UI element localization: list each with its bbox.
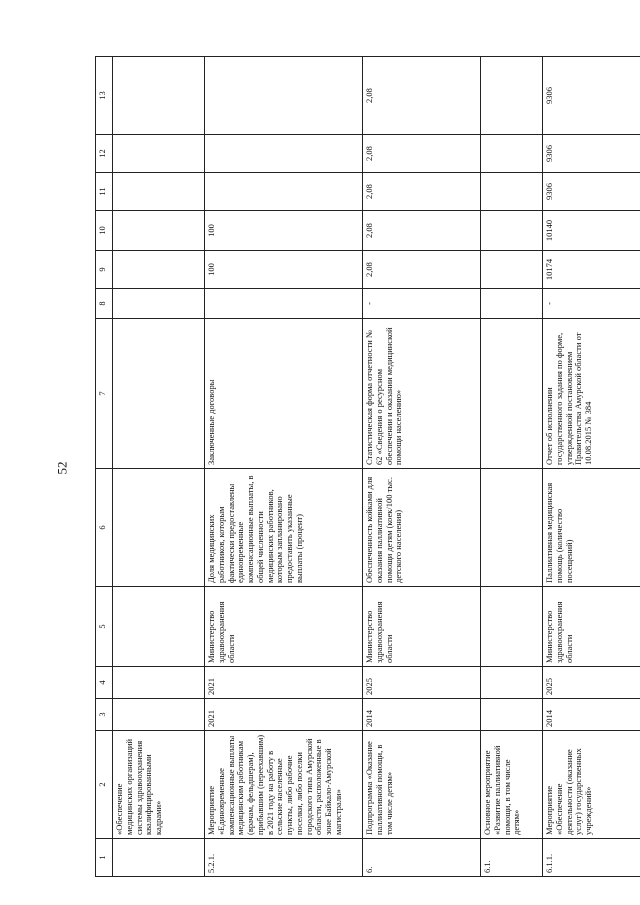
table-cell: 10174 [543, 251, 640, 289]
table-cell: Статистическая форма отчетности № 62 «Сведения о ресурсном обеспечении и оказании медицинской помощи населению» [363, 319, 481, 469]
table-cell [481, 469, 543, 587]
table-cell [481, 173, 543, 211]
table-cell [481, 57, 543, 135]
table-cell [481, 699, 543, 731]
column-header: 7 [96, 319, 113, 469]
table-cell [113, 839, 205, 877]
table-cell [205, 289, 363, 319]
table-cell [113, 57, 205, 135]
table-cell: 2,08 [363, 211, 481, 251]
table-cell: 2021 [205, 667, 363, 699]
table-row [481, 57, 543, 877]
column-header: 11 [96, 173, 113, 211]
column-header: 3 [96, 699, 113, 731]
header-row [96, 57, 113, 877]
table-cell: Мероприятие «Обеспечение деятельности (оказание услуг) государственных учреждений» [543, 731, 640, 839]
table-cell: Министерство здравоохранения области [543, 587, 640, 667]
column-header: 8 [96, 289, 113, 319]
table-cell: 9306 [543, 173, 640, 211]
column-header: 13 [96, 57, 113, 135]
column-header: 2 [96, 731, 113, 839]
table-row [205, 57, 363, 877]
column-header: 5 [96, 587, 113, 667]
table-cell [205, 173, 363, 211]
column-header: 12 [96, 135, 113, 173]
table-cell: 2,08 [363, 135, 481, 173]
table-cell: 2014 [363, 699, 481, 731]
table-cell [113, 587, 205, 667]
table-cell: Основное мероприятие «Развитие паллиативной помощи, в том числе детям» [481, 731, 543, 839]
table-cell: 2021 [205, 699, 363, 731]
table-cell [481, 211, 543, 251]
table-cell: 10140 [543, 211, 640, 251]
table-cell: 2025 [363, 667, 481, 699]
table-cell [113, 211, 205, 251]
table-cell [481, 319, 543, 469]
table-cell: Министерство здравоохранения области [363, 587, 481, 667]
table-cell [113, 135, 205, 173]
table-cell [481, 289, 543, 319]
table-cell [481, 251, 543, 289]
table-cell: 2,08 [363, 251, 481, 289]
table-row [543, 57, 640, 877]
table-cell [113, 699, 205, 731]
table-cell [113, 289, 205, 319]
table-cell [205, 135, 363, 173]
table-cell [113, 667, 205, 699]
table-cell: 2,08 [363, 57, 481, 135]
table-cell: Доля медицинских работников, которым фактически предоставлены единовременные компенсационные выплаты, в общей численности медицинских работников, которым запланировано предоставить указанные выплаты (процент) [205, 469, 363, 587]
table-cell: Паллиативная медицинская помощь (количество посещений) [543, 469, 640, 587]
table-cell: Мероприятие «Единовременные компенсационные выплаты медицинским работникам (врачам, фельдшерам), прибывшим (переехавшим) в 2021 году на работу в сельские населенные пункты, либо рабочие поселки, либо поселки городского типа Амурской области, расположенные в зоне Байкало-Амурской магистрали» [205, 731, 363, 839]
column-header: 1 [96, 839, 113, 877]
table-cell: «Обеспечение медицинских организаций системы здравоохранения квалифицированными кадрами» [113, 731, 205, 839]
table-cell: Министерство здравоохранения области [205, 587, 363, 667]
table-cell: Подпрограмма «Оказание паллиативной помощи, в том числе детям» [363, 731, 481, 839]
table-cell: Обеспеченность койками для оказания паллиативной помощи детям (коек/100 тыс. детского населения) [363, 469, 481, 587]
table-cell: 5.2.1. [205, 839, 363, 877]
table-cell: 9306 [543, 57, 640, 135]
table-row [363, 57, 481, 877]
table-cell [113, 173, 205, 211]
table-cell: 100 [205, 211, 363, 251]
program-table [95, 56, 640, 877]
table-cell [113, 469, 205, 587]
column-header: 10 [96, 211, 113, 251]
table-cell [481, 667, 543, 699]
table-cell [113, 251, 205, 289]
column-header: 4 [96, 667, 113, 699]
table-cell: 6.1. [481, 839, 543, 877]
table-cell: - [543, 289, 640, 319]
table-cell: Отчет об исполнении государственного задания по форме, утвержденной постановлением Правительства Амурской области от 10.08.2015 № 384 [543, 319, 640, 469]
table-cell: 100 [205, 251, 363, 289]
table-cell [481, 587, 543, 667]
table-cell [205, 57, 363, 135]
table-cell [113, 319, 205, 469]
table-body [113, 57, 640, 877]
rotated-page-content [95, 57, 594, 877]
column-header: 9 [96, 251, 113, 289]
table-cell [481, 135, 543, 173]
table-row [113, 57, 205, 877]
table-cell: 2025 [543, 667, 640, 699]
column-header: 6 [96, 469, 113, 587]
table-cell: - [363, 289, 481, 319]
table-cell: 2014 [543, 699, 640, 731]
table-cell: Заключенные договоры [205, 319, 363, 469]
table-cell: 9306 [543, 135, 640, 173]
table-cell: 2,08 [363, 173, 481, 211]
table-cell: 6. [363, 839, 481, 877]
page-number: 52 [54, 461, 70, 475]
table-cell: 6.1.1. [543, 839, 640, 877]
